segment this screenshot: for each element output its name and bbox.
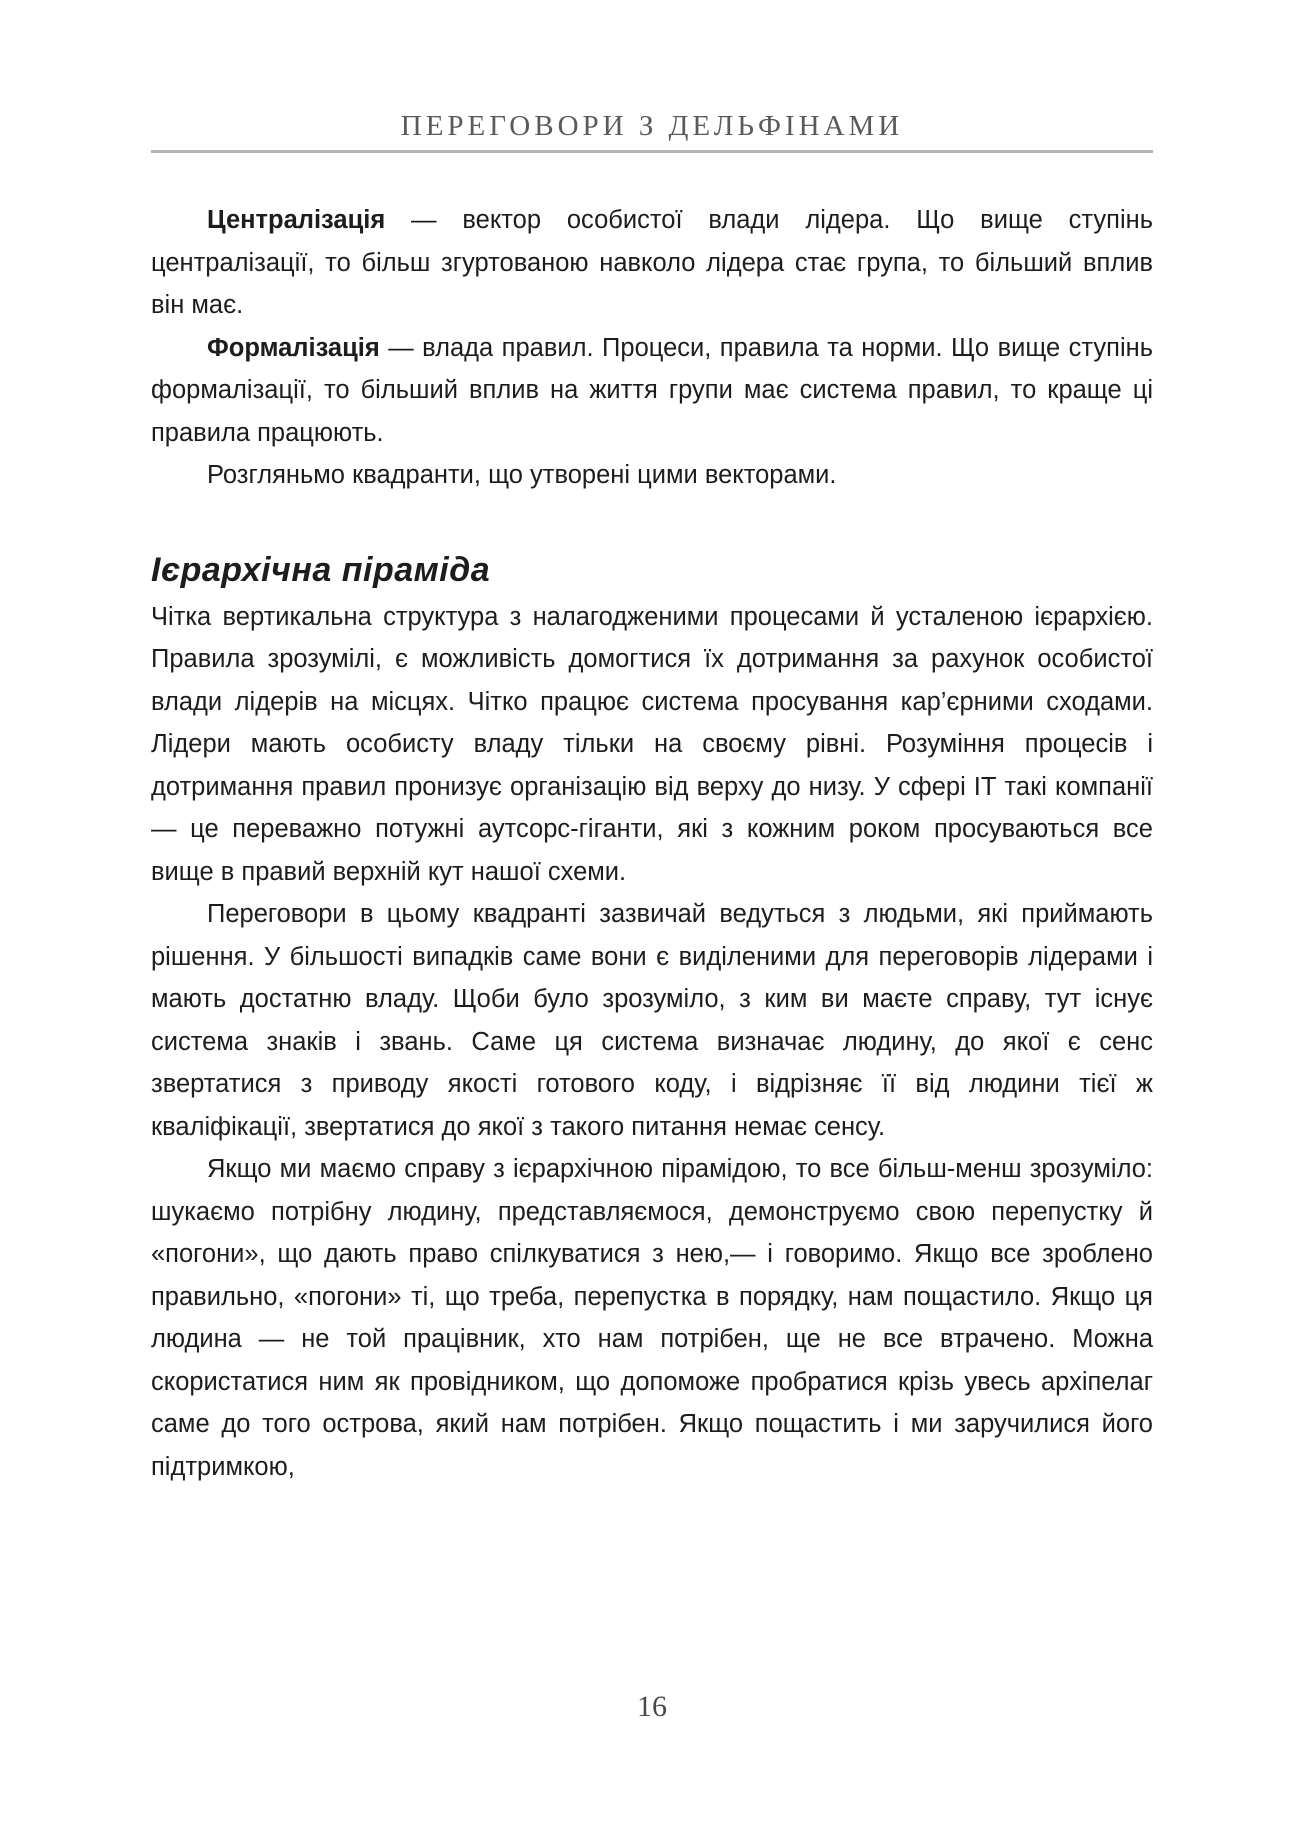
page-body [151, 199, 1153, 1488]
section-paragraph: Чітка вертикальна структура з налагодженими процесами й усталеною ієрархією. Правила зрозумілі, є можливість домогтися їх дотримання за рахунок особистої влади лідерів на місцях. Чітко працює система просування кар’єрними сходами. Лідери мають особисту владу тільки на своєму рівні. Розуміння процесів і дотримання правил пронизує організацію від верху до низу. У сфері ІТ такі компанії — це переважно потужні аутсорс-гіганти, які з кожним роком просуваються все вище в правий верхній кут нашої схеми. [151, 602, 1153, 886]
section-heading: Ієрархічна піраміда [151, 550, 491, 589]
paragraph-centralization [151, 199, 1153, 327]
paragraph-formalization [151, 327, 1153, 455]
page-number: 16 [637, 1690, 667, 1723]
term-centralization: Централізація [207, 206, 386, 234]
definition-formalization: — влада правил. Процеси, правила та норми. Що вище ступінь формалізації, то більший вплив на життя групи має система правил, то краще ці правила працюють. [151, 333, 1153, 447]
term-formalization: Формалізація [207, 333, 380, 362]
section-paragraph: Якщо ми маємо справу з ієрархічною пірамідою, то все більш-менш зрозуміло: шукаємо потрібну людину, представляємося, демонструємо свою перепустку й «погони», що дають право спілкуватися з нею,— і говоримо. Якщо все зроблено правильно, «погони» ті, що треба, перепустка в порядку, нам пощастило. Якщо ця людина — не той працівник, хто нам потрібен, ще не все втрачено. Можна скористатися ним як провідником, що допоможе пробратися крізь увесь архіпелаг саме до того острова, який нам потрібен. Якщо пощастить і ми заручилися його підтримкою, [151, 1155, 1153, 1481]
running-title: ПЕРЕГОВОРИ З ДЕЛЬФІНАМИ [400, 110, 904, 142]
section-paragraph: Переговори в цьому квадранті зазвичай ведуться з людьми, які приймають рішення. У більшості випадків саме вони є виділеними для переговорів лідерами і мають достатню владу. Щоби було зрозуміло, з ким ви маєте справу, тут існує система знаків і звань. Саме ця система визначає людину, до якої є сенс звертатися з приводу якості готового коду, і відрізняє її від людини тієї ж кваліфікації, звертатися до якої з такого питання немає сенсу. [151, 900, 1153, 1141]
header-divider [151, 150, 1153, 153]
definition-centralization: — вектор особистої влади лідера. Що вище ступінь централізації, то більш згуртованою навколо лідера стає група, то більший вплив він має. [151, 206, 1153, 319]
paragraph-quadrants-intro: Розгляньмо квадранти, що утворені цими векторами. [207, 461, 837, 489]
